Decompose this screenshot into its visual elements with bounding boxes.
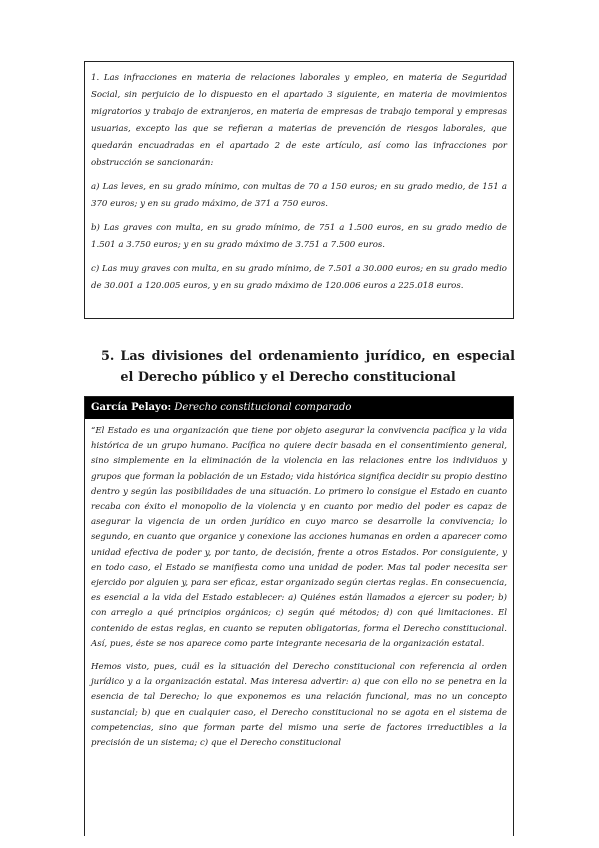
quote-content [85, 419, 513, 751]
quote-header-bar [85, 397, 513, 419]
box-paragraph: a) Las leves, en su grado mínimo, con multas de 70 a 150 euros; en su grado medio, de 151 a 370 euros; y en su grado máximo, de 371 a 750 euros. [91, 182, 507, 209]
quote-author: García Pelayo: [91, 402, 172, 413]
quote-paragraph: Hemos visto, pues, cuál es la situación del Derecho constitucional con referencia al orden jurídico y a la organización estatal. Mas interesa advertir: a) que con ello no se penetra en la esencia de tal Derecho; lo que exponemos es una relación funcional, mas no un concepto sustancial; b) que en cualquier caso, el Derecho constitucional no se agota en el sistema de competencias, sino que forman parte del mismo una serie de factores irreductibles a la precisión de un sistema; c) que el Derecho constitucional [91, 662, 507, 749]
box-paragraph: b) Las graves con multa, en su grado mínimo, de 751 a 1.500 euros, en su grado medio de 1.501 a 3.750 euros; y en su grado máximo de 3.751 a 7.500 euros. [91, 223, 507, 250]
section-title: Las divisiones del ordenamiento jurídico, en especial el Derecho público y el Derecho constitucional [120, 349, 515, 385]
legal-text-box [84, 61, 514, 319]
quote-book-title: Derecho constitucional comparado [174, 402, 352, 413]
box-paragraph: c) Las muy graves con multa, en su grado mínimo, de 7.501 a 30.000 euros; en su grado medio de 30.001 a 120.005 euros, y en su grado máximo de 120.006 euros a 225.018 euros. [91, 264, 507, 291]
box-paragraph: 1. Las infracciones en materia de relaciones laborales y empleo, en materia de Seguridad Social, sin perjuicio de lo dispuesto en el apartado 3 siguiente, en materia de movimientos migratorios y trabajo de extranjeros, en materia de empresas de trabajo temporal y empresas usuarias, excepto las que se refieran a materias de prevención de riesgos laborales, que quedarán encuadradas en el apartado 2 de este artículo, así como las infracciones por obstrucción se sancionarán: [91, 73, 507, 168]
section-heading [101, 346, 515, 388]
quote-paragraph: “El Estado es una organización que tiene por objeto asegurar la convivencia pacífica y la vida histórica de un grupo humano. Pacífica no quiere decir basada en el consentimiento general, sino simplemente en la eliminación de la violencia en las relaciones entre los individuos y grupos que forman la población de un Estado; vida histórica significa decidir su propio destino dentro y según las posibilidades de una situación. Lo primero lo consigue el Estado en cuanto recaba con éxito el monopolio de la violencia y en cuanto por medio del poder es capaz de asegurar la vigencia de un orden jurídico en cuyo marco se desarrolle la convivencia; lo segundo, en cuanto que organice y conexione las acciones humanas en orden a aparecer como unidad efectiva de poder y, por tanto, de decisión, frente a otros Estados. Por consiguiente, y en todo caso, el Estado se manifiesta como una unidad de poder. Mas tal poder necesita ser ejercido por alguien y, para ser eficaz, estar organizado según ciertas reglas. En consecuencia, es esencial a la vida del Estado establecer: a) Quiénes están llamados a ejercer su poder; b) con arreglo a qué principios orgánicos; c) según qué métodos; d) con qué limitaciones. El contenido de estas reglas, en cuanto se reputen obligatorias, forma el Derecho constitucional. Así, pues, éste se nos aparece como parte integrante necesaria de la organización estatal. [91, 426, 507, 649]
section-number: 5. [101, 349, 115, 364]
quote-box [84, 396, 514, 836]
